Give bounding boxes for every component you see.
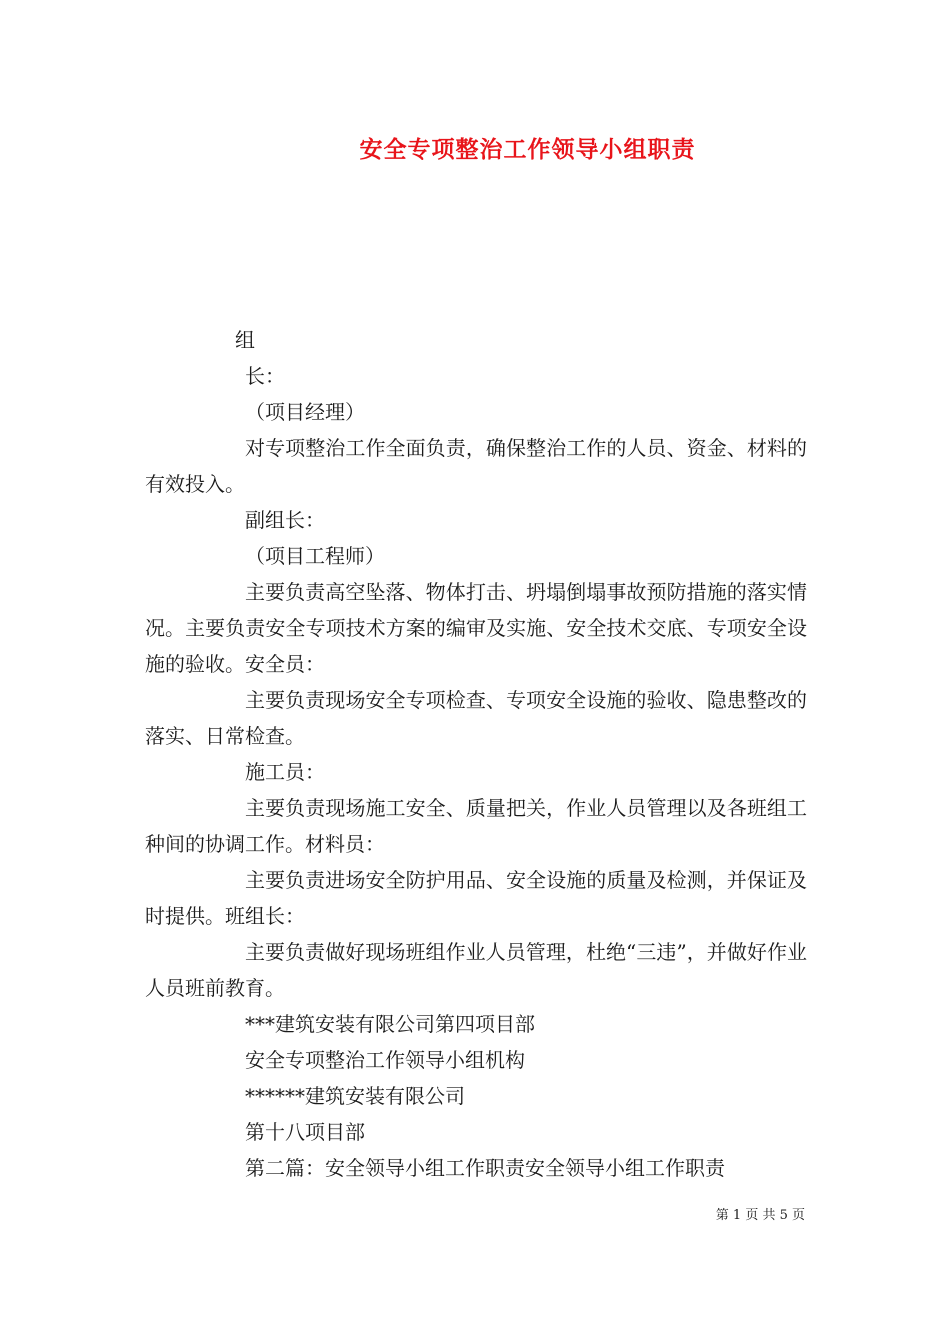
paragraph-deputy-leader: 副组长： <box>245 508 325 532</box>
paragraph-deputy-duty: 主要负责高空坠落、物体打击、坍塌倒塌事故预防措施的落实情况。主要负责安全专项技术方案的编审及实施、安全技术交底、专项安全设施的验收。安全员： <box>145 580 807 676</box>
paragraph-company: ******建筑安装有限公司 <box>245 1084 465 1108</box>
paragraph-zu: 组 <box>235 328 255 352</box>
page-footer: 第 1 页 共 5 页 <box>715 1208 805 1223</box>
paragraph-zhang: 长： <box>245 364 285 388</box>
paragraph-project-engineer: （项目工程师） <box>245 544 385 568</box>
paragraph-organization: 安全专项整治工作领导小组机构 <box>245 1048 525 1072</box>
paragraph-leader-duty: 对专项整治工作全面负责，确保整治工作的人员、资金、材料的有效投入。 <box>145 436 807 496</box>
paragraph-construction-worker: 施工员： <box>245 760 325 784</box>
paragraph-material-duty: 主要负责进场安全防护用品、安全设施的质量及检测，并保证及时提供。班组长： <box>145 868 807 928</box>
document-body <box>145 322 807 1186</box>
paragraph-company-dept-4: ***建筑安装有限公司第四项目部 <box>245 1012 535 1036</box>
paragraph-construction-duty: 主要负责现场施工安全、质量把关，作业人员管理以及各班组工种间的协调工作。材料员： <box>145 796 807 856</box>
paragraph-safety-officer-duty: 主要负责现场安全专项检查、专项安全设施的验收、隐患整改的落实、日常检查。 <box>145 688 807 748</box>
paragraph-project-manager: （项目经理） <box>245 400 365 424</box>
paragraph-second-article: 第二篇：安全领导小组工作职责安全领导小组工作职责 <box>245 1156 725 1180</box>
paragraph-team-leader-duty: 主要负责做好现场班组作业人员管理，杜绝“三违”，并做好作业人员班前教育。 <box>145 940 807 1000</box>
paragraph-dept-18: 第十八项目部 <box>245 1120 365 1144</box>
document-title: 安全专项整治工作领导小组职责 <box>359 136 696 163</box>
